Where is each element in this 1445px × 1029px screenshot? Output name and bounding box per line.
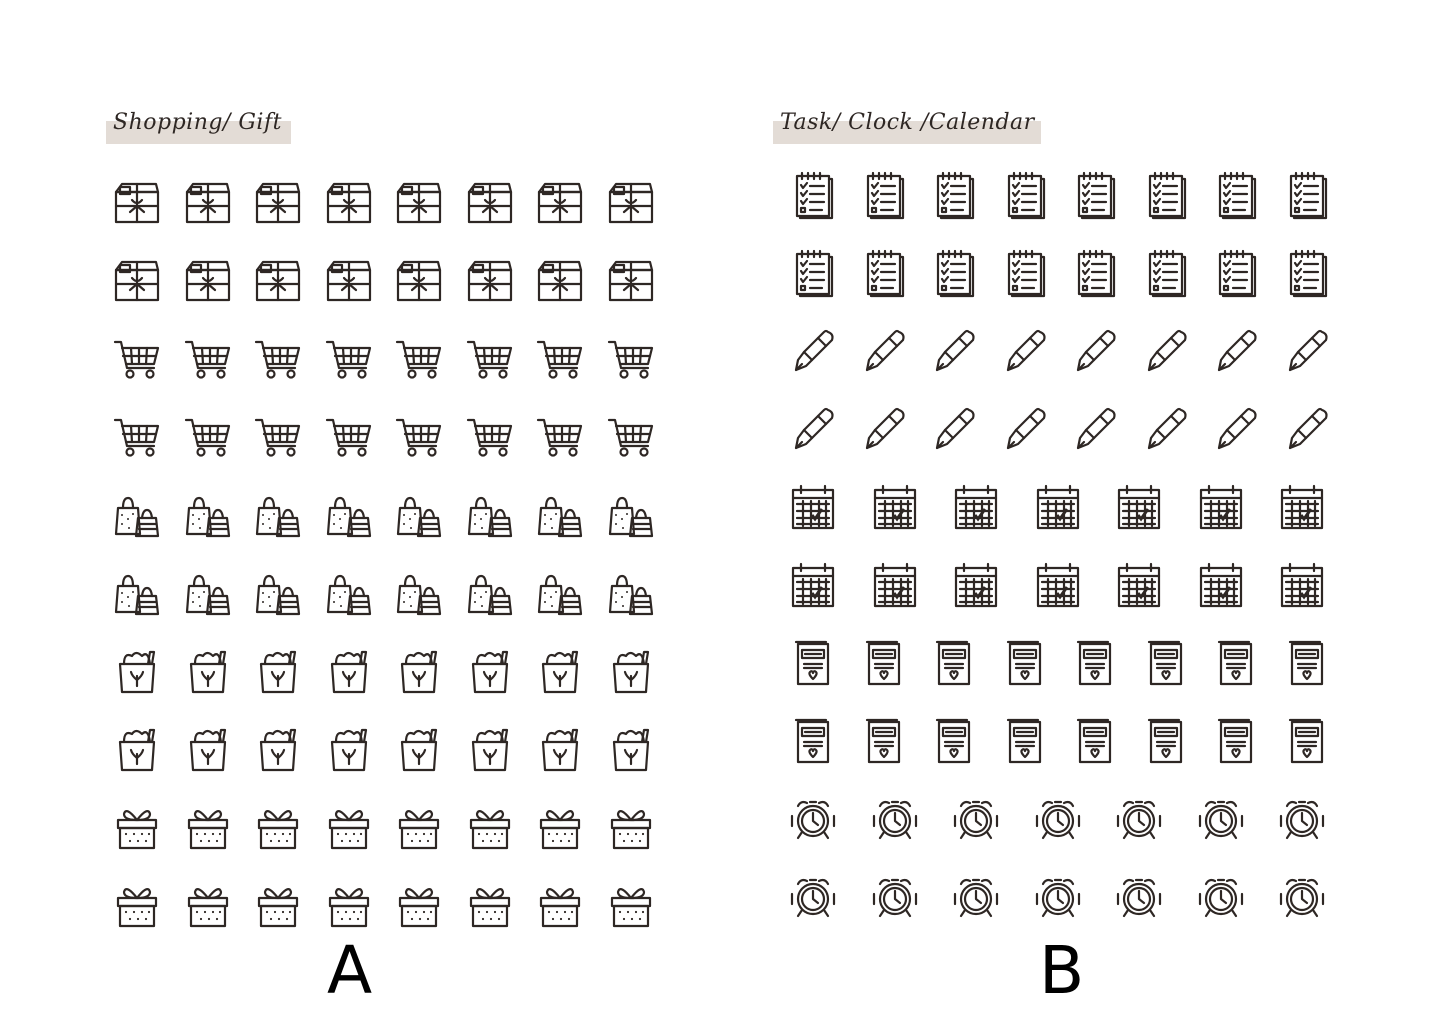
gift-box-icon: [112, 880, 162, 930]
gift-box-icon: [394, 880, 444, 930]
calendar-icon: [1033, 560, 1083, 610]
alarm-clock-icon: [1033, 794, 1083, 844]
shopping-cart-icon: [324, 334, 374, 384]
time-card-icon: [1211, 716, 1261, 766]
package-box-icon: [253, 256, 303, 306]
calendar-icon: [1196, 560, 1246, 610]
checklist-notepad-icon: [1141, 248, 1191, 298]
shopping-bags-icon: [324, 490, 374, 540]
shopping-bags-icon: [606, 490, 656, 540]
time-card-icon: [1282, 638, 1332, 688]
alarm-clock-icon: [1277, 872, 1327, 922]
checklist-notepad-icon: [1070, 248, 1120, 298]
gift-box-icon: [394, 802, 444, 852]
grocery-bag-icon: [324, 724, 374, 774]
time-card-icon: [1141, 638, 1191, 688]
fountain-pen-icon: [1282, 326, 1332, 376]
shopping-cart-icon: [465, 412, 515, 462]
shopping-cart-icon: [112, 412, 162, 462]
sticker-sheet-b: [720, 0, 1445, 1029]
checklist-notepad-icon: [1211, 248, 1261, 298]
fountain-pen-icon: [1141, 404, 1191, 454]
package-box-icon: [535, 256, 585, 306]
time-card-icon: [1070, 716, 1120, 766]
time-card-icon: [859, 716, 909, 766]
grocery-bag-icon: [535, 724, 585, 774]
calendar-icon: [1033, 482, 1083, 532]
shopping-cart-icon: [606, 412, 656, 462]
shopping-bags-icon: [394, 568, 444, 618]
calendar-icon: [1277, 482, 1327, 532]
fountain-pen-icon: [1000, 326, 1050, 376]
shopping-bags-icon: [112, 490, 162, 540]
time-card-icon: [1070, 638, 1120, 688]
time-card-icon: [1000, 716, 1050, 766]
shopping-bags-icon: [535, 490, 585, 540]
grocery-bag-icon: [465, 724, 515, 774]
fountain-pen-icon: [929, 326, 979, 376]
fountain-pen-icon: [1282, 404, 1332, 454]
shopping-bags-icon: [465, 568, 515, 618]
package-box-icon: [183, 178, 233, 228]
package-box-icon: [394, 178, 444, 228]
alarm-clock-icon: [870, 794, 920, 844]
calendar-icon: [788, 560, 838, 610]
grocery-bag-icon: [606, 646, 656, 696]
gift-box-icon: [535, 880, 585, 930]
shopping-bags-icon: [606, 568, 656, 618]
grocery-bag-icon: [183, 646, 233, 696]
alarm-clock-icon: [870, 872, 920, 922]
gift-box-icon: [465, 802, 515, 852]
time-card-icon: [929, 638, 979, 688]
shopping-cart-icon: [535, 412, 585, 462]
shopping-bags-icon: [394, 490, 444, 540]
grocery-bag-icon: [183, 724, 233, 774]
grocery-bag-icon: [112, 646, 162, 696]
calendar-icon: [1114, 482, 1164, 532]
calendar-icon: [870, 482, 920, 532]
time-card-icon: [859, 638, 909, 688]
calendar-icon: [1277, 560, 1327, 610]
package-box-icon: [465, 256, 515, 306]
alarm-clock-icon: [1277, 794, 1327, 844]
shopping-cart-icon: [324, 412, 374, 462]
shopping-bags-icon: [253, 490, 303, 540]
shopping-bags-icon: [465, 490, 515, 540]
package-box-icon: [324, 178, 374, 228]
grocery-bag-icon: [606, 724, 656, 774]
package-box-icon: [465, 178, 515, 228]
shopping-cart-icon: [112, 334, 162, 384]
grocery-bag-icon: [112, 724, 162, 774]
sticker-sheet-a: [0, 0, 720, 1029]
gift-box-icon: [535, 802, 585, 852]
checklist-notepad-icon: [929, 248, 979, 298]
grocery-bag-icon: [535, 646, 585, 696]
calendar-icon: [951, 560, 1001, 610]
shopping-bags-icon: [324, 568, 374, 618]
checklist-notepad-icon: [1141, 170, 1191, 220]
alarm-clock-icon: [788, 794, 838, 844]
gift-box-icon: [606, 880, 656, 930]
checklist-notepad-icon: [1282, 248, 1332, 298]
time-card-icon: [929, 716, 979, 766]
checklist-notepad-icon: [1211, 170, 1261, 220]
gift-box-icon: [183, 880, 233, 930]
alarm-clock-icon: [1114, 794, 1164, 844]
fountain-pen-icon: [929, 404, 979, 454]
time-card-icon: [1211, 638, 1261, 688]
sheet-title-text: Task/ Clock /Calendar: [780, 110, 1035, 135]
shopping-cart-icon: [465, 334, 515, 384]
package-box-icon: [324, 256, 374, 306]
grocery-bag-icon: [394, 646, 444, 696]
checklist-notepad-icon: [1070, 170, 1120, 220]
shopping-cart-icon: [183, 412, 233, 462]
shopping-cart-icon: [253, 334, 303, 384]
sheet-title: [106, 110, 291, 144]
sheet-title-text: Shopping/ Gift: [113, 110, 282, 135]
grocery-bag-icon: [394, 724, 444, 774]
sheet-label: B: [1039, 932, 1085, 1009]
shopping-cart-icon: [253, 412, 303, 462]
fountain-pen-icon: [788, 404, 838, 454]
fountain-pen-icon: [1211, 326, 1261, 376]
alarm-clock-icon: [1033, 872, 1083, 922]
alarm-clock-icon: [951, 872, 1001, 922]
gift-box-icon: [112, 802, 162, 852]
calendar-icon: [870, 560, 920, 610]
gift-box-icon: [183, 802, 233, 852]
gift-box-icon: [606, 802, 656, 852]
fountain-pen-icon: [1070, 404, 1120, 454]
alarm-clock-icon: [951, 794, 1001, 844]
shopping-bags-icon: [112, 568, 162, 618]
package-box-icon: [394, 256, 444, 306]
checklist-notepad-icon: [859, 170, 909, 220]
gift-box-icon: [253, 880, 303, 930]
gift-box-icon: [324, 802, 374, 852]
gift-box-icon: [465, 880, 515, 930]
shopping-bags-icon: [183, 490, 233, 540]
alarm-clock-icon: [788, 872, 838, 922]
checklist-notepad-icon: [788, 170, 838, 220]
time-card-icon: [1000, 638, 1050, 688]
package-box-icon: [253, 178, 303, 228]
package-box-icon: [535, 178, 585, 228]
fountain-pen-icon: [859, 404, 909, 454]
gift-box-icon: [253, 802, 303, 852]
checklist-notepad-icon: [1000, 170, 1050, 220]
alarm-clock-icon: [1196, 794, 1246, 844]
package-box-icon: [606, 256, 656, 306]
checklist-notepad-icon: [929, 170, 979, 220]
checklist-notepad-icon: [1282, 170, 1332, 220]
time-card-icon: [788, 638, 838, 688]
time-card-icon: [788, 716, 838, 766]
time-card-icon: [1282, 716, 1332, 766]
package-box-icon: [183, 256, 233, 306]
shopping-bags-icon: [253, 568, 303, 618]
calendar-icon: [1196, 482, 1246, 532]
sheet-label: A: [327, 932, 373, 1009]
package-box-icon: [112, 256, 162, 306]
checklist-notepad-icon: [788, 248, 838, 298]
fountain-pen-icon: [1211, 404, 1261, 454]
package-box-icon: [112, 178, 162, 228]
shopping-cart-icon: [394, 334, 444, 384]
shopping-cart-icon: [606, 334, 656, 384]
fountain-pen-icon: [859, 326, 909, 376]
calendar-icon: [788, 482, 838, 532]
time-card-icon: [1141, 716, 1191, 766]
grocery-bag-icon: [465, 646, 515, 696]
fountain-pen-icon: [1070, 326, 1120, 376]
checklist-notepad-icon: [859, 248, 909, 298]
fountain-pen-icon: [1000, 404, 1050, 454]
shopping-cart-icon: [394, 412, 444, 462]
package-box-icon: [606, 178, 656, 228]
alarm-clock-icon: [1114, 872, 1164, 922]
shopping-cart-icon: [183, 334, 233, 384]
gift-box-icon: [324, 880, 374, 930]
calendar-icon: [951, 482, 1001, 532]
grocery-bag-icon: [253, 646, 303, 696]
sheet-title: [773, 110, 1041, 144]
fountain-pen-icon: [1141, 326, 1191, 376]
grocery-bag-icon: [253, 724, 303, 774]
alarm-clock-icon: [1196, 872, 1246, 922]
checklist-notepad-icon: [1000, 248, 1050, 298]
shopping-bags-icon: [183, 568, 233, 618]
grocery-bag-icon: [324, 646, 374, 696]
shopping-cart-icon: [535, 334, 585, 384]
fountain-pen-icon: [788, 326, 838, 376]
shopping-bags-icon: [535, 568, 585, 618]
calendar-icon: [1114, 560, 1164, 610]
